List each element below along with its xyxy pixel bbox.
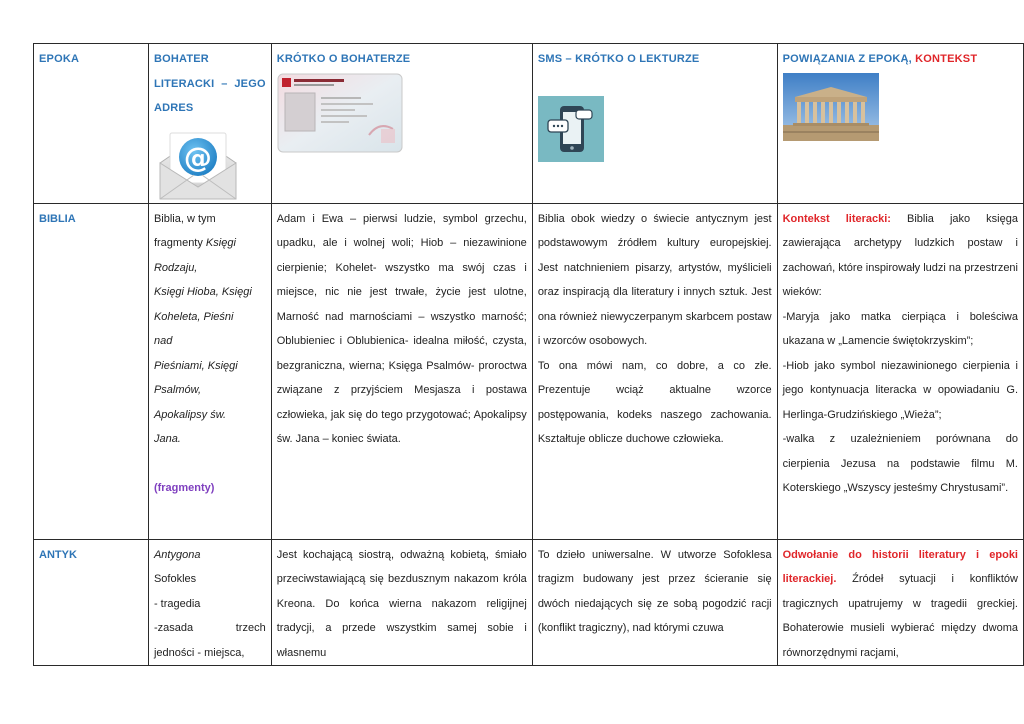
header-bohater-label: BOHATER LITERACKI – JEGO ADRES xyxy=(153,53,266,114)
epoka-antyk: ANTYK xyxy=(34,539,149,666)
header-row xyxy=(34,44,1024,204)
bohater-line: Sofokles xyxy=(153,573,197,585)
bohater-biblia xyxy=(148,203,271,539)
kontekst-label: Odwołanie do historii literatury i epoki literackiej. xyxy=(782,548,1018,585)
bohater-text: fragmenty xyxy=(153,237,206,249)
sms-antyk: To dzieło uniwersalne. W utworze Sofoklesa tragizm budowany jest przez ścieranie się dwóch niedających się ze sobą pogodzić racji (konflikt tragiczny), nad którymi czuwa xyxy=(532,539,777,666)
bohater-line: Księgi Hioba, Księgi xyxy=(153,286,252,298)
bohater-line: Psalmów, xyxy=(153,384,202,396)
header-krotko-label: KRÓTKO O BOHATERZE xyxy=(276,53,411,65)
bohater-line xyxy=(154,231,266,256)
header-sms xyxy=(532,44,777,204)
envelope-at-icon xyxy=(156,125,240,203)
bohater-text-italic: Księgi xyxy=(205,237,236,249)
header-sms-label: SMS – KRÓTKO O LEKTURZE xyxy=(537,53,700,65)
sms-paragraph: Biblia obok wiedzy o świecie antycznym jest podstawowym źródłem kultury europejskiej. Jest natchnieniem pisarzy, artystów, myślicieli oraz inspiracją dla literatury i innych sztuk. Jest ona również niewyczerpanym skarbcem postaw i wzorców osobowych. xyxy=(537,212,772,347)
kontekst-text: Biblia jako księga zawierająca archetypy ludzkich postaw i zachowań, które inspirowały ludzi na przestrzeni wieków: xyxy=(782,212,1018,298)
kontekst-item: -walka z uzależnieniem porównana do cierpienia Jezusa na podstawie filmu M. Koterskiego „Wszyscy jesteśmy Chrystusami”. xyxy=(782,433,1018,494)
header-epoka xyxy=(34,44,149,204)
bohater-line: Apokalipsy św. xyxy=(153,408,227,421)
kontekst-text: Źródeł sytuacji i konfliktów tragicznych upatrujemy w tragedii greckiej. Bohaterowie musieli wybierać między dwoma równorzędnymi racjami, xyxy=(782,573,1018,659)
bohater-antyk xyxy=(148,539,271,666)
literature-table xyxy=(33,43,1024,666)
sms-biblia xyxy=(532,203,777,539)
kontekst-biblia xyxy=(777,203,1023,539)
header-powiazania-label xyxy=(783,47,1018,72)
bohater-line: Antygona xyxy=(153,548,201,561)
bohater-line: - tragedia xyxy=(153,597,201,610)
kontekst-label: Kontekst literacki: xyxy=(782,212,891,225)
kontekst-item: -Maryja jako matka cierpiąca i boleściwa ukazana w „Lamencie świętokrzyskim”; xyxy=(782,310,1018,347)
header-powiazania xyxy=(777,44,1023,204)
parthenon-photo xyxy=(783,73,879,141)
epoka-biblia: BIBLIA xyxy=(34,203,149,539)
bohater-line: nad xyxy=(153,335,173,347)
header-bohater xyxy=(148,44,271,204)
table-row-biblia xyxy=(34,203,1024,539)
bohater-line: Rodzaju, xyxy=(153,261,198,274)
bohater-line: Koheleta, Pieśni xyxy=(153,310,234,323)
header-krotko-bohater xyxy=(271,44,532,204)
header-powiazania-text: POWIĄZANIA Z EPOKĄ, xyxy=(782,53,912,65)
header-kontekst-text: KONTEKST xyxy=(915,53,978,65)
svg-text:@: @ xyxy=(183,140,213,174)
bohater-line: -zasada trzech jedności - miejsca, xyxy=(153,622,266,659)
id-card-icon xyxy=(277,73,403,153)
krotko-biblia: Adam i Ewa – pierwsi ludzie, symbol grzechu, upadku, ale i wolnej woli; Hiob – niezawinione cierpienie; Kohelet- wszystko ma swój czas i miejsce, nic nie jest trwałe, życie jest ulotne, Marność nad marnościami – wszystko marność; Oblubieniec i Oblubienica- idealna miłość, czysta, bezgraniczna, wierna; Księga Psalmów- proroctwa związane z przyjściem Mesjasza i postawa człowieka, jak się do tego przygotować; Apokalipsy św. Jana – koniec świata. xyxy=(271,203,532,539)
bohater-line: Pieśniami, Księgi xyxy=(153,359,238,372)
kontekst-item: -Hiob jako symbol niezawinionego cierpienia i jego kontynuacja literacka w opowiadaniu G. Herlinga-Grudzińskiego „Wieża”; xyxy=(782,359,1018,421)
kontekst-antyk xyxy=(777,539,1023,666)
krotko-antyk: Jest kochającą siostrą, odważną kobietą, śmiało przeciwstawiającą się bezdusznym nakazom króla Kreona. Do końca wierna nakazom religijnej tradycji, a przede wszystkim samej sobie i własnemu xyxy=(271,539,532,666)
table-row-antyk xyxy=(34,539,1024,666)
fragmenty-label: (fragmenty) xyxy=(153,481,215,494)
smartphone-message-icon xyxy=(538,96,604,162)
kontekst-paragraph xyxy=(783,207,1018,305)
sms-paragraph: To ona mówi nam, co dobre, a co złe. Prezentuje wciąż aktualne wzorce postępowania, kodeks naszego zachowania. Kształtuje oblicze duchowe człowieka. xyxy=(537,359,772,445)
header-epoka-label: EPOKA xyxy=(39,53,80,65)
bohater-line: Jana. xyxy=(153,433,181,445)
spacer xyxy=(154,452,266,476)
bohater-line: Biblia, w tym xyxy=(153,212,216,225)
